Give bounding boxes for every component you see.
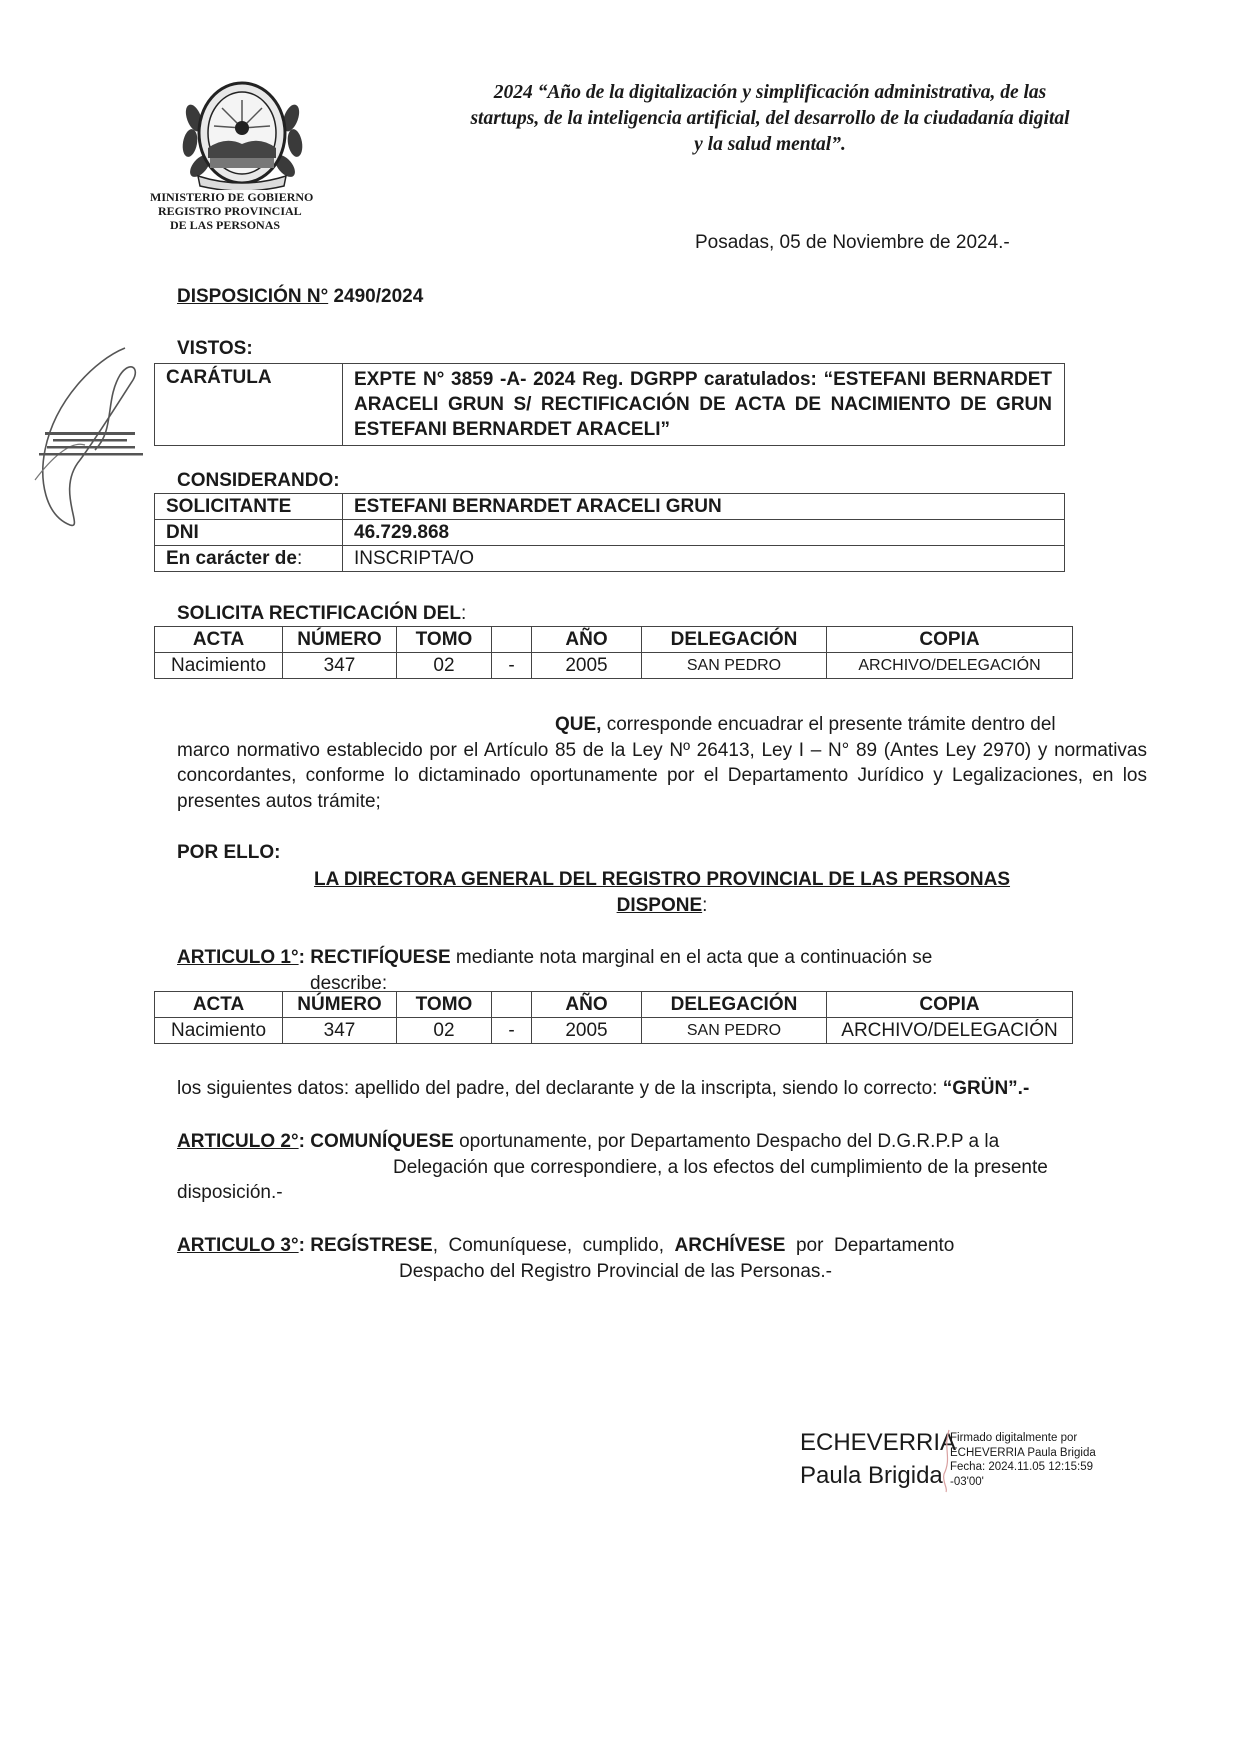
signature-detail-line: ECHEVERRIA Paula Brigida: [950, 1446, 1096, 1459]
articulo-2-colon: :: [298, 1131, 305, 1152]
directora-heading: [177, 867, 1147, 918]
column-header: DELEGACIÓN: [642, 992, 827, 1018]
column-header: DELEGACIÓN: [642, 627, 827, 653]
articulo-3: [177, 1233, 1147, 1284]
table-row: [155, 546, 1065, 572]
table-row: [155, 1018, 1073, 1044]
articulo-1-correct-value: “GRÜN”.-: [942, 1078, 1030, 1099]
dni-key: DNI: [155, 520, 343, 546]
dispone-colon: :: [702, 894, 708, 916]
table-row: [155, 520, 1065, 546]
caracter-value: INSCRIPTA/O: [343, 546, 1065, 572]
year-motto: [430, 80, 1110, 158]
articulo-3-line2: Despacho del Registro Provincial de las Personas.-: [399, 1260, 832, 1282]
digital-signature-details: [950, 1431, 1096, 1489]
column-header: TOMO: [397, 627, 492, 653]
table-cell: 02: [397, 653, 492, 679]
signature-detail-line: Fecha: 2024.11.05 12:15:59: [950, 1461, 1094, 1473]
solicitante-value: ESTEFANI BERNARDET ARACELI GRUN: [343, 494, 1065, 520]
table-cell: -: [492, 653, 532, 679]
articulo-2: [177, 1129, 1147, 1206]
disposition-number: 2490/2024: [328, 286, 424, 307]
table-cell: SAN PEDRO: [642, 653, 827, 679]
articulo-3-verb: REGÍSTRESE: [304, 1235, 433, 1256]
table-cell: 02: [397, 1018, 492, 1044]
directora-line: LA DIRECTORA GENERAL DEL REGISTRO PROVINCIAL DE LAS PERSONAS: [313, 869, 1011, 890]
caratula-key: CARÁTULA: [155, 364, 343, 446]
articulo-1-after: [177, 1076, 1147, 1102]
table-cell: ARCHIVO/DELEGACIÓN: [827, 653, 1073, 679]
caratula-table: [154, 363, 1065, 446]
table-cell: 2005: [532, 653, 642, 679]
que-first-line: [177, 712, 1147, 738]
articulo-1-text-2: describe:: [310, 972, 388, 994]
articulo-1-text: mediante nota marginal en el acta que a continuación se: [450, 947, 933, 968]
ministry-line: REGISTRO PROVINCIAL: [158, 204, 302, 218]
ministry-line: DE LAS PERSONAS: [170, 218, 281, 232]
column-header: COPIA: [827, 627, 1073, 653]
solicitante-key: SOLICITANTE: [155, 494, 343, 520]
signer-name: [800, 1426, 956, 1492]
que-paragraph: [177, 712, 1147, 814]
signature-detail-line: -03'00': [950, 1475, 984, 1488]
column-header: ACTA: [155, 627, 283, 653]
solicitante-table: [154, 493, 1065, 572]
articulo-1: [177, 945, 1147, 996]
que-lead: QUE,: [555, 714, 602, 735]
dni-value: 46.729.868: [343, 520, 1065, 546]
column-header: [492, 627, 532, 653]
caratula-value: EXPTE N° 3859 -A- 2024 Reg. DGRPP caratulados: “ESTEFANI BERNARDET ARACELI GRUN S/ RECTIFICACIÓN DE ACTA DE NACIMIENTO DE GRUN ESTEFANI BERNARDET ARACELI”: [343, 364, 1065, 446]
acta-table-2: [154, 991, 1073, 1044]
column-header: NÚMERO: [283, 627, 397, 653]
articulo-1-verb: RECTIFÍQUESE: [304, 947, 451, 968]
table-cell: SAN PEDRO: [642, 1018, 827, 1044]
table-header-row: [155, 992, 1073, 1018]
caracter-key-text: En carácter de: [166, 547, 297, 569]
vistos-label: VISTOS:: [177, 338, 253, 359]
que-first-line-rest: corresponde encuadrar el presente trámite dentro del: [601, 714, 1056, 735]
table-cell: 347: [283, 653, 397, 679]
table-cell: ARCHIVO/DELEGACIÓN: [827, 1018, 1073, 1044]
caracter-key: [155, 546, 343, 572]
caracter-key-colon: :: [296, 547, 303, 569]
articulo-1-label: ARTICULO 1°: [177, 947, 299, 968]
articulo-1-colon: :: [298, 947, 305, 968]
document-date: Posadas, 05 de Noviembre de 2024.-: [695, 232, 1010, 253]
por-ello-label: POR ELLO:: [177, 842, 281, 863]
disposition-heading: [177, 286, 423, 308]
que-rest: marco normativo establecido por el Artículo 85 de la Ley Nº 26413, Ley I – N° 89 (Antes Ley 2970) y normativas concordantes, conforme lo dictaminado oportunamente por el Departamento Jurídico y Legalizaciones, en los presentes autos trámite;: [177, 739, 1147, 812]
column-header: TOMO: [397, 992, 492, 1018]
articulo-2-label: ARTICULO 2°: [177, 1131, 299, 1152]
table-row: [155, 494, 1065, 520]
table-row: [155, 653, 1073, 679]
province-seal-logo: [180, 78, 305, 190]
articulo-3-colon: :: [298, 1235, 305, 1256]
articulo-2-line3: disposición.-: [177, 1182, 283, 1203]
column-header: AÑO: [532, 627, 642, 653]
articulo-2-line2: Delegación que correspondiere, a los efectos del cumplimiento de la presente: [393, 1156, 1048, 1178]
signer-name-line: ECHEVERRIA: [800, 1429, 957, 1456]
disposition-label: DISPOSICIÓN N°: [177, 286, 329, 307]
considerando-label: CONSIDERANDO:: [177, 470, 340, 491]
solicita-label: SOLICITA RECTIFICACIÓN DEL: [177, 603, 461, 624]
signature-detail-line: Firmado digitalmente por: [950, 1432, 1078, 1444]
column-header: [492, 992, 532, 1018]
table-cell: -: [492, 1018, 532, 1044]
table-cell: Nacimiento: [155, 1018, 283, 1044]
solicita-heading: [177, 603, 466, 625]
table-cell: 2005: [532, 1018, 642, 1044]
dispone-label: DISPONE: [616, 894, 703, 916]
motto-line: 2024 “Año de la digitalización y simplificación administrativa, de las: [493, 82, 1047, 103]
articulo-2-line1-rest: oportunamente, por Departamento Despacho del D.G.R.P.P a la: [453, 1131, 1000, 1152]
articulo-3-verb-2: ARCHÍVESE: [674, 1235, 786, 1256]
margin-signature-stamp-graphic: [25, 340, 155, 535]
table-cell: Nacimiento: [155, 653, 283, 679]
motto-line: startups, de la inteligencia artificial, del desarrollo de la ciudadanía digital: [470, 108, 1070, 129]
table-header-row: [155, 627, 1073, 653]
column-header: COPIA: [827, 992, 1073, 1018]
articulo-1-after-text: los siguientes datos: apellido del padre, del declarante y de la inscripta, siendo lo correcto:: [177, 1078, 943, 1099]
ministry-name: [150, 190, 335, 232]
articulo-2-verb: COMUNÍQUESE: [304, 1131, 454, 1152]
acta-table-1: [154, 626, 1073, 679]
solicita-colon: :: [460, 603, 467, 624]
table-row: [155, 364, 1065, 446]
column-header: ACTA: [155, 992, 283, 1018]
column-header: NÚMERO: [283, 992, 397, 1018]
ministry-line: MINISTERIO DE GOBIERNO: [150, 190, 314, 204]
column-header: AÑO: [532, 992, 642, 1018]
articulo-3-label: ARTICULO 3°: [177, 1235, 299, 1256]
table-cell: 347: [283, 1018, 397, 1044]
articulo-3-tail: por Departamento: [785, 1235, 955, 1256]
articulo-3-mid: , Comuníquese, cumplido,: [432, 1235, 675, 1256]
motto-line: y la salud mental”.: [694, 134, 846, 155]
signer-name-line: Paula Brigida: [800, 1462, 943, 1489]
